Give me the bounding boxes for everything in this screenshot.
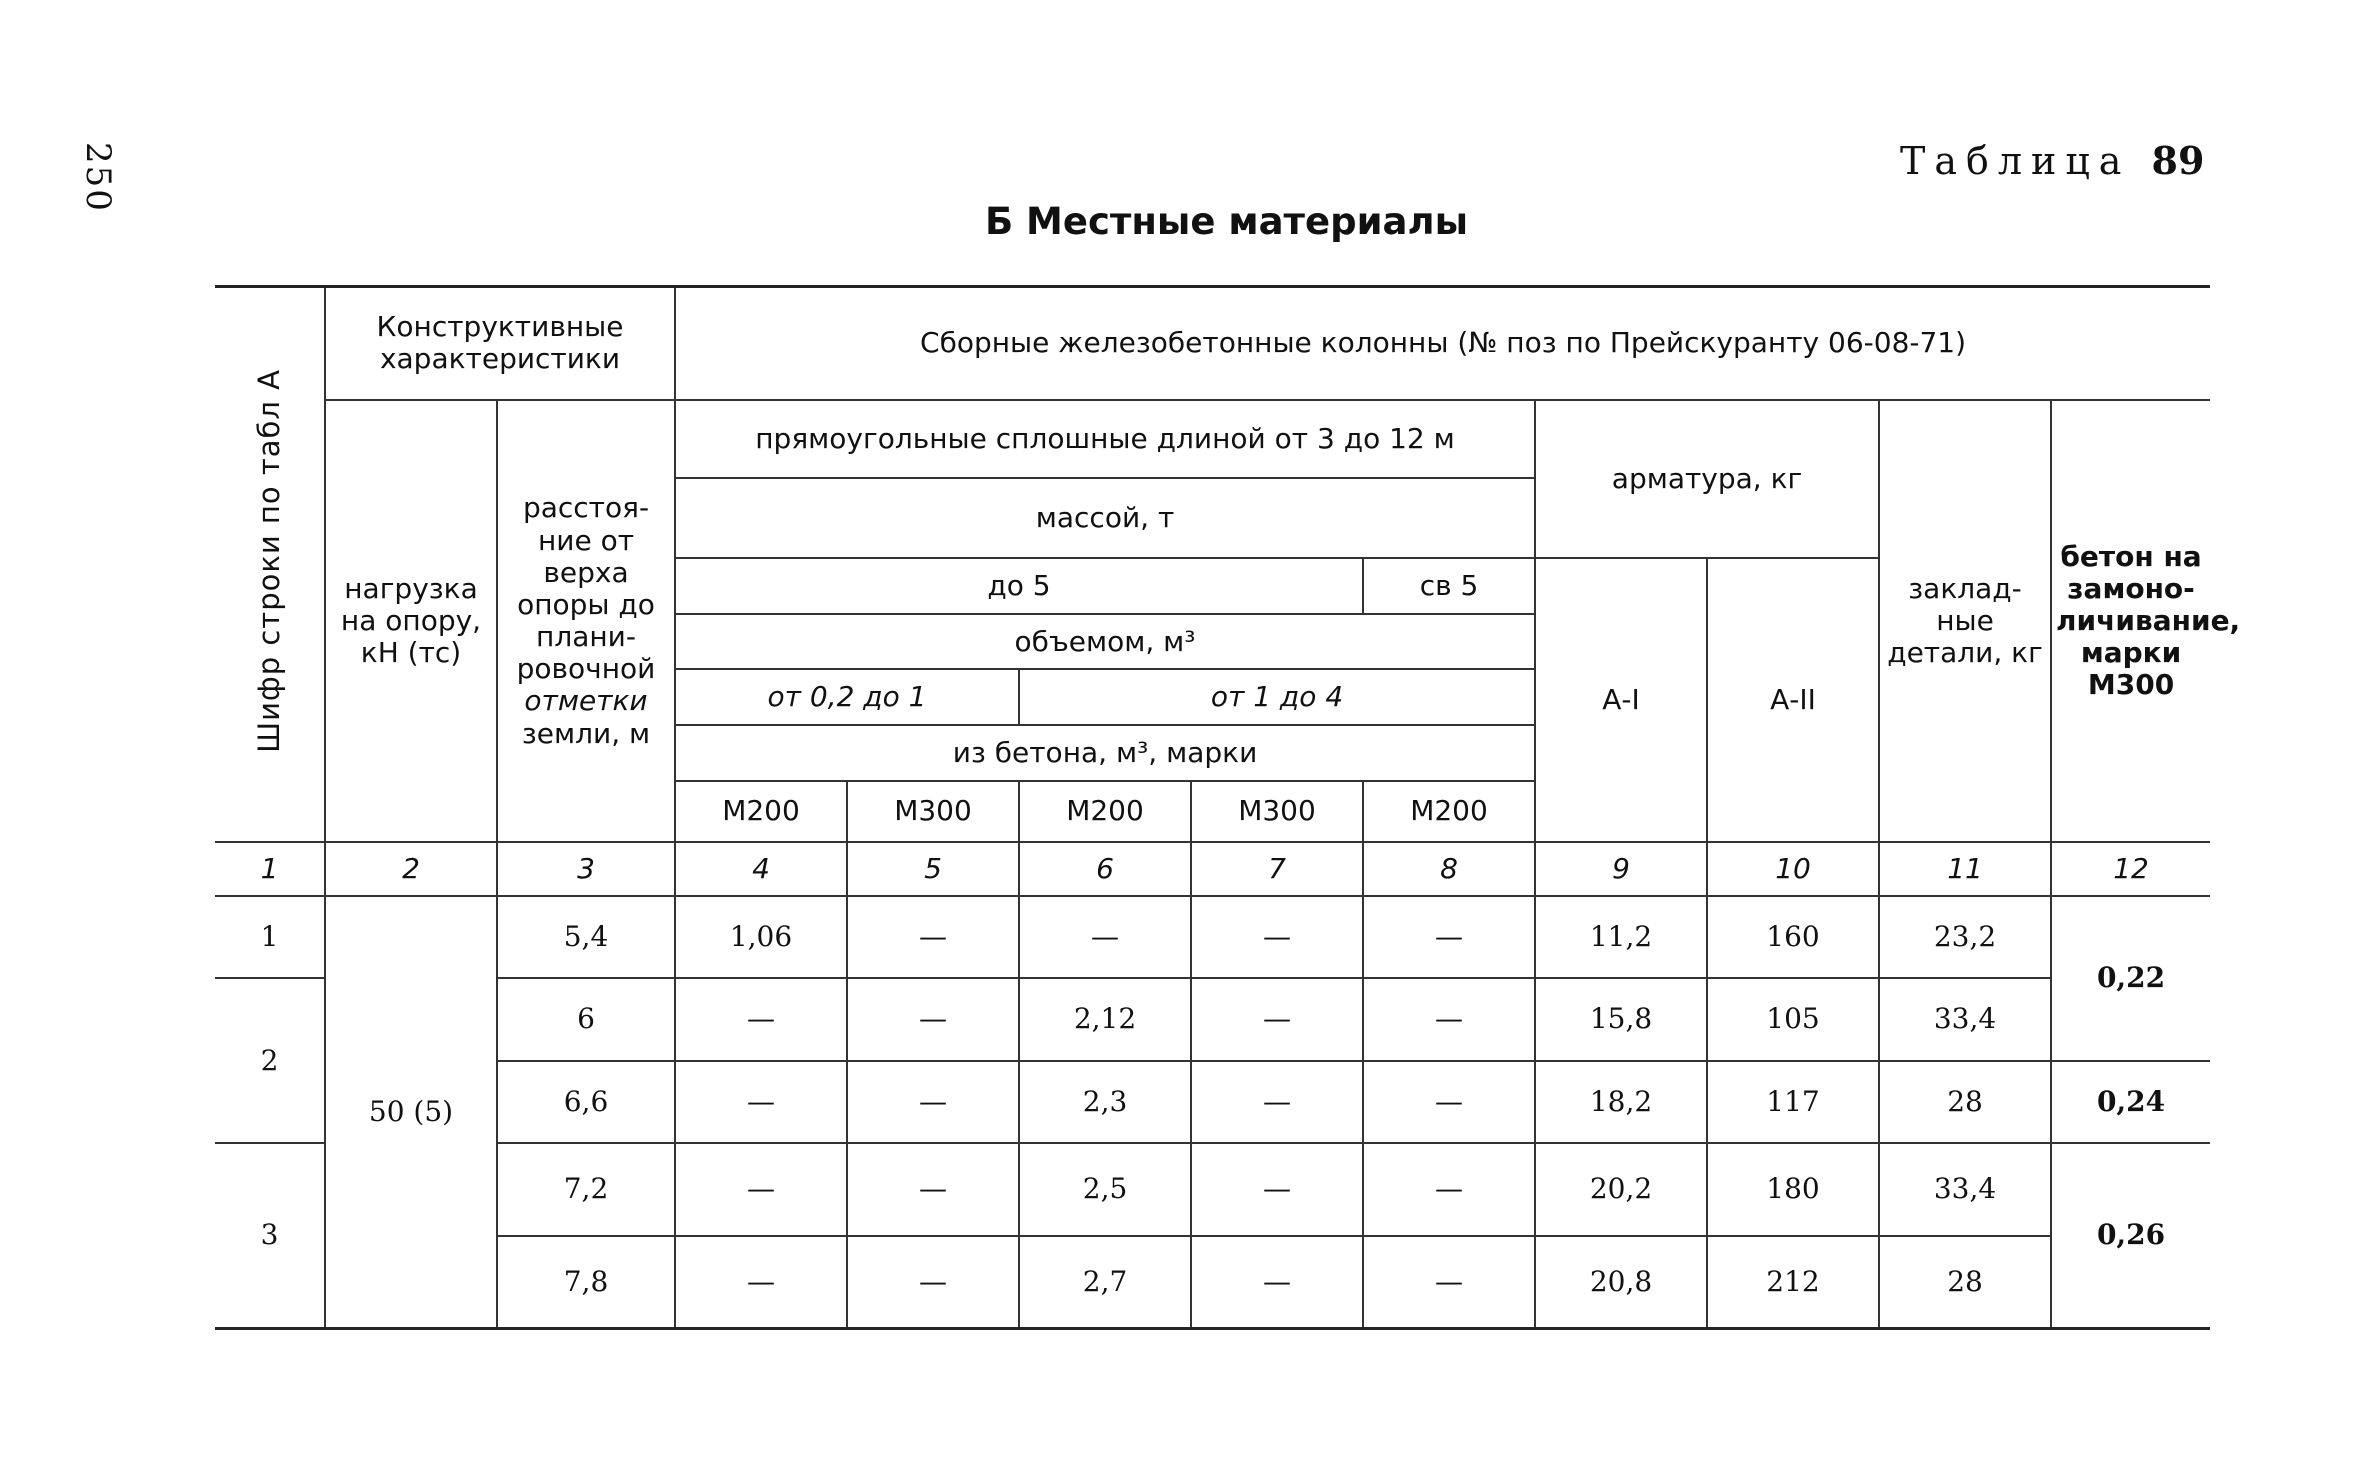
materials-table: [215, 285, 2241, 1330]
header-row-code: Шифр строки по табл А: [215, 287, 325, 843]
cell-distance: 5,4: [497, 896, 675, 978]
cell-c4: —: [675, 978, 847, 1060]
row-code: 3: [215, 1143, 325, 1328]
cell-a1: 20,8: [1535, 1236, 1707, 1329]
table-row: [215, 1143, 2210, 1236]
cell-c5: —: [847, 978, 1019, 1060]
cell-a1: 20,2: [1535, 1143, 1707, 1236]
cell-a2: 117: [1707, 1061, 1879, 1143]
table-label-text: Таблица: [1900, 139, 2131, 183]
cell-c8: —: [1363, 978, 1535, 1060]
cell-monolith: 0,26: [2051, 1143, 2210, 1328]
table-row: [215, 978, 2210, 1060]
cell-a2: 212: [1707, 1236, 1879, 1329]
table-row: [215, 1061, 2210, 1143]
cell-a2: 105: [1707, 978, 1879, 1060]
cell-c6: 2,7: [1019, 1236, 1191, 1329]
col-num: 4: [675, 842, 847, 896]
cell-c7: —: [1191, 1061, 1363, 1143]
cell-c7: —: [1191, 1236, 1363, 1329]
cell-c6: 2,12: [1019, 978, 1191, 1060]
header-prefab-columns: Сборные железобетонные колонны (№ поз по Прейскуранту 06-08-71): [675, 287, 2210, 400]
table-row: [215, 1236, 2210, 1329]
header-distance-part3: земли, м: [521, 716, 651, 750]
header-distance: [497, 400, 675, 843]
header-upto5: до 5: [675, 558, 1363, 614]
header-a2: А-II: [1707, 558, 1879, 842]
cell-distance: 7,2: [497, 1143, 675, 1236]
page-number: 250: [78, 142, 118, 213]
cell-c4: —: [675, 1236, 847, 1329]
cell-embedded: 28: [1879, 1236, 2051, 1329]
col-num: 7: [1191, 842, 1363, 896]
cell-distance: 7,8: [497, 1236, 675, 1329]
cell-c6: 2,3: [1019, 1061, 1191, 1143]
col-num: 3: [497, 842, 675, 896]
column-numbers-row: [215, 842, 2210, 896]
header-embedded: заклад-ные детали, кг: [1879, 400, 2051, 843]
header-monolith: бетон на замоно-личивание, марки М300: [2051, 400, 2210, 843]
cell-c5: —: [847, 1143, 1019, 1236]
col-num: 10: [1707, 842, 1879, 896]
cell-embedded: 28: [1879, 1061, 2051, 1143]
col-num: 9: [1535, 842, 1707, 896]
header-over5: св 5: [1363, 558, 1535, 614]
cell-c8: —: [1363, 1061, 1535, 1143]
table-label: [1900, 138, 2204, 183]
header-rebar: арматура, кг: [1535, 400, 1879, 559]
cell-c5: —: [847, 1061, 1019, 1143]
cell-c5: —: [847, 896, 1019, 978]
header-volume-b: от 1 до 4: [1019, 669, 1535, 725]
cell-c7: —: [1191, 896, 1363, 978]
cell-a2: 180: [1707, 1143, 1879, 1236]
cell-c8: —: [1363, 1143, 1535, 1236]
cell-c6: 2,5: [1019, 1143, 1191, 1236]
cell-c4: —: [675, 1061, 847, 1143]
cell-c8: —: [1363, 896, 1535, 978]
cell-c8: —: [1363, 1236, 1535, 1329]
row-code: 2: [215, 978, 325, 1143]
header-grade-7: М300: [1191, 781, 1363, 843]
header-rectangular: прямоугольные сплошные длиной от 3 до 12 м: [675, 400, 1535, 478]
cell-monolith: 0,22: [2051, 896, 2210, 1061]
cell-c4: —: [675, 1143, 847, 1236]
cell-embedded: 23,2: [1879, 896, 2051, 978]
cell-embedded: 33,4: [1879, 978, 2051, 1060]
table-number: 89: [2151, 138, 2205, 183]
cell-embedded: 33,4: [1879, 1143, 2051, 1236]
header-distance-part2: отметки: [524, 684, 648, 718]
header-volume: объемом, м³: [675, 614, 1535, 670]
cell-distance: 6: [497, 978, 675, 1060]
col-num: 2: [325, 842, 497, 896]
header-distance-part1: расстоя-ние от верха опоры до плани-ровочной: [516, 491, 656, 686]
row-code: 1: [215, 896, 325, 978]
table-row: [215, 896, 2210, 978]
header-mass: массой, т: [675, 478, 1535, 558]
header-grade-5: М300: [847, 781, 1019, 843]
header-grade-4: М200: [675, 781, 847, 843]
header-constructive: Конструктивные характеристики: [325, 287, 675, 400]
col-num: 6: [1019, 842, 1191, 896]
cell-c6: —: [1019, 896, 1191, 978]
col-num: 1: [215, 842, 325, 896]
header-a1: А-I: [1535, 558, 1707, 842]
header-volume-a: от 0,2 до 1: [675, 669, 1019, 725]
cell-c7: —: [1191, 1143, 1363, 1236]
cell-a1: 11,2: [1535, 896, 1707, 978]
header-concrete-grades: из бетона, м³, марки: [675, 725, 1535, 781]
cell-a1: 18,2: [1535, 1061, 1707, 1143]
col-num: 8: [1363, 842, 1535, 896]
header-load: нагрузка на опору, кН (тс): [325, 400, 497, 843]
table-subtitle: Б Местные материалы: [984, 200, 1469, 243]
load-value: 50 (5): [325, 896, 497, 1329]
cell-c5: —: [847, 1236, 1019, 1329]
col-num: 11: [1879, 842, 2051, 896]
col-num: 5: [847, 842, 1019, 896]
cell-a2: 160: [1707, 896, 1879, 978]
cell-monolith: 0,24: [2051, 1061, 2210, 1143]
cell-distance: 6,6: [497, 1061, 675, 1143]
col-num: 12: [2051, 842, 2210, 896]
cell-c7: —: [1191, 978, 1363, 1060]
cell-c4: 1,06: [675, 896, 847, 978]
header-grade-8: М200: [1363, 781, 1535, 843]
header-grade-6: М200: [1019, 781, 1191, 843]
cell-a1: 15,8: [1535, 978, 1707, 1060]
